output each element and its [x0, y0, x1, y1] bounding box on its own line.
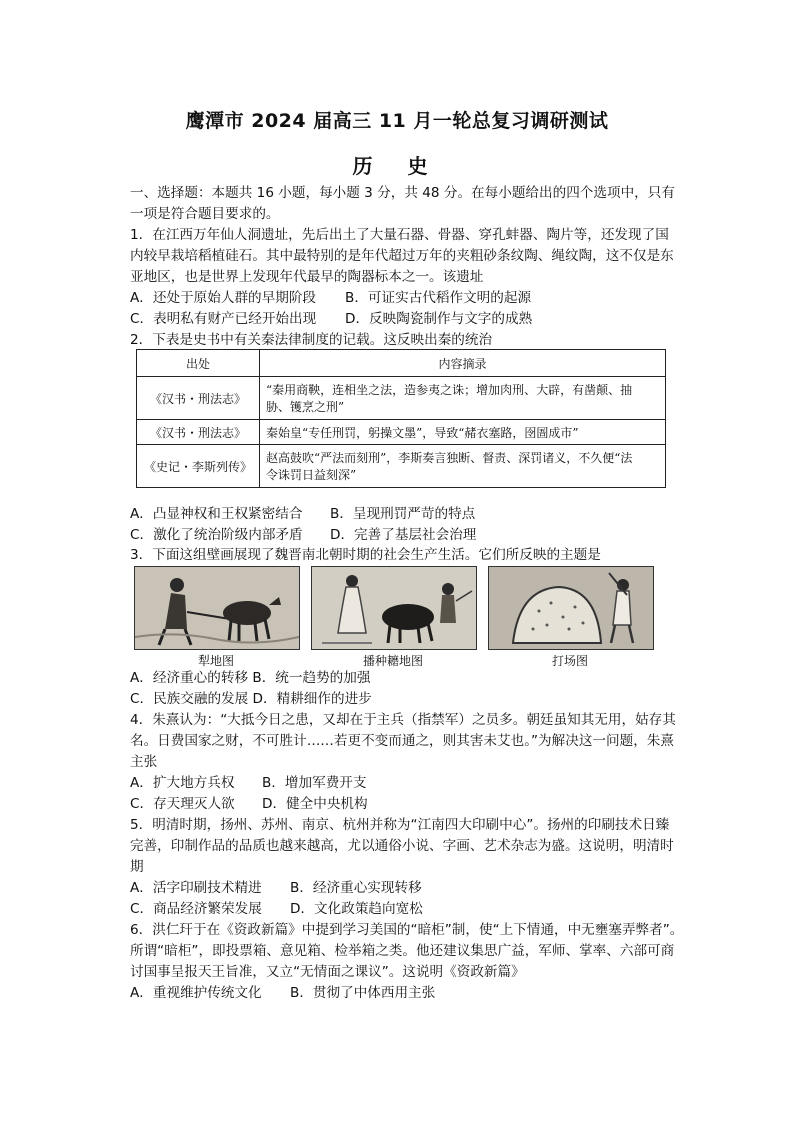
mural-plowing-image [134, 566, 300, 650]
table-cell-content [260, 377, 666, 420]
q4-option-b: B．增加军费开支 [262, 775, 367, 791]
q3-stem: 3．下面这组壁画展现了魏晋南北朝时期的社会生产生活。它们所反映的主题是 [130, 547, 601, 563]
q1-line2: 内较早栽培稻植硅石。其中最特别的是年代超过万年的夹粗砂条纹陶、绳纹陶，这不仅是东 [130, 248, 674, 264]
q4-option-a: A．扩大地方兵权 [130, 775, 235, 791]
mural-threshing-image [488, 566, 654, 650]
q2-stem: 2．下表是史书中有关秦法律制度的记载。这反映出秦的统治 [130, 332, 493, 348]
table-row [137, 377, 666, 420]
table-row [137, 420, 666, 445]
q1-option-c: C．表明私有财产已经开始出现 [130, 311, 317, 327]
q6-line1: 6．洪仁玕于在《资政新篇》中提到学习美国的“暗柜”制，使“上下情通，中无壅塞弄弊者”。 [130, 922, 684, 938]
q3-option-ab: A．经济重心的转移 B．统一趋势的加强 [130, 670, 371, 686]
table-header-content: 内容摘录 [260, 350, 666, 377]
table-cell-source: 《史记・李斯列传》 [137, 445, 260, 488]
caption-threshing: 打场图 [551, 654, 588, 668]
q2-option-d: D．完善了基层社会治理 [330, 527, 477, 543]
q5-option-c: C．商品经济繁荣发展 [130, 901, 262, 917]
q5-option-d: D．文化政策趋向宽松 [290, 901, 423, 917]
table-cell-source: 《汉书・刑法志》 [137, 377, 260, 420]
section-intro-line2: 一项是符合题目要求的。 [130, 206, 280, 222]
content-line: “秦用商鞅，连相坐之法，造参夷之诛；增加肉刑、大辟，有凿颠、抽 [266, 383, 633, 397]
q2-option-b: B．呈现刑罚严苛的特点 [330, 506, 476, 522]
q5-line3: 期 [130, 859, 144, 875]
caption-plowing: 犁地图 [197, 654, 234, 668]
q1-line3: 亚地区，也是世界上发现年代最早的陶器标本之一。该遗址 [130, 269, 484, 285]
caption-sowing: 播种耱地图 [362, 654, 423, 668]
q5-line2: 完善，印制作品的品质也越来越高，尤以通俗小说、字画、艺术杂志为盛。这说明，明清时 [130, 838, 674, 854]
exam-title: 鹰潭市 2024 届高三 11 月一轮总复习调研测试 [185, 110, 609, 132]
content-line: 令诛罚日益刻深” [266, 468, 357, 482]
section-intro-line1: 一、选择题：本题共 16 小题，每小题 3 分，共 48 分。在每小题给出的四个选项中，只有 [130, 185, 675, 201]
mural-sowing-image [311, 566, 477, 650]
q5-option-a: A．活字印刷技术精进 [130, 880, 262, 896]
q2-option-a: A．凸显神权和王权紧密结合 [130, 506, 303, 522]
q1-option-d: D．反映陶瓷制作与文字的成熟 [345, 311, 533, 327]
subject-title: 历 史 [352, 154, 442, 178]
law-records-table [136, 349, 666, 488]
q4-line2: 名。日费国家之财，不可胜计……若更不变而通之，则其害未艾也。”为解决这一问题，朱熹 [130, 733, 674, 749]
q6-line2: 所谓“暗柜”，即投票箱、意见箱、检举箱之类。他还建议集思广益，军师、掌率、六部可商 [130, 943, 675, 959]
q1-option-a: A．还处于原始人群的早期阶段 [130, 290, 317, 306]
q4-line3: 主张 [130, 754, 158, 770]
q4-line1: 4．朱熹认为：“大抵今日之患，又却在于主兵（指禁军）之员多。朝廷虽知其无用，姑存其 [130, 712, 676, 728]
q2-option-c: C．激化了统治阶级内部矛盾 [130, 527, 303, 543]
q6-option-a: A．重视维护传统文化 [130, 985, 262, 1001]
table-header-source: 出处 [137, 350, 260, 377]
table-row [137, 445, 666, 488]
q6-line3: 讨国事呈报天王旨准，又立“无情面之课议”。这说明《资政新篇》 [130, 964, 525, 980]
table-cell-content [260, 445, 666, 488]
q5-option-b: B．经济重心实现转移 [290, 880, 422, 896]
content-line: 赵高鼓吹“严法而刻刑”，李斯奏言独断、督责、深罚诸义，不久便“法 [266, 451, 633, 465]
q5-line1: 5．明清时期，扬州、苏州、南京、杭州并称为“江南四大印刷中心”。扬州的印刷技术日臻 [130, 817, 670, 833]
table-cell-source: 《汉书・刑法志》 [137, 420, 260, 445]
q4-option-d: D．健全中央机构 [262, 796, 368, 812]
table-cell-content: 秦始皇“专任刑罚，躬操文墨”，导致“赭衣塞路，囹圄成市” [260, 420, 666, 445]
q4-option-c: C．存天理灭人欲 [130, 796, 235, 812]
q6-option-b: B．贯彻了中体西用主张 [290, 985, 436, 1001]
content-line: 胁、镬烹之刑” [266, 400, 345, 414]
q3-option-cd: C．民族交融的发展 D．精耕细作的进步 [130, 691, 372, 707]
q1-line1: 1．在江西万年仙人洞遗址，先后出土了大量石器、骨器、穿孔蚌器、陶片等，还发现了国 [130, 227, 669, 243]
q1-option-b: B．可证实古代稻作文明的起源 [345, 290, 532, 306]
